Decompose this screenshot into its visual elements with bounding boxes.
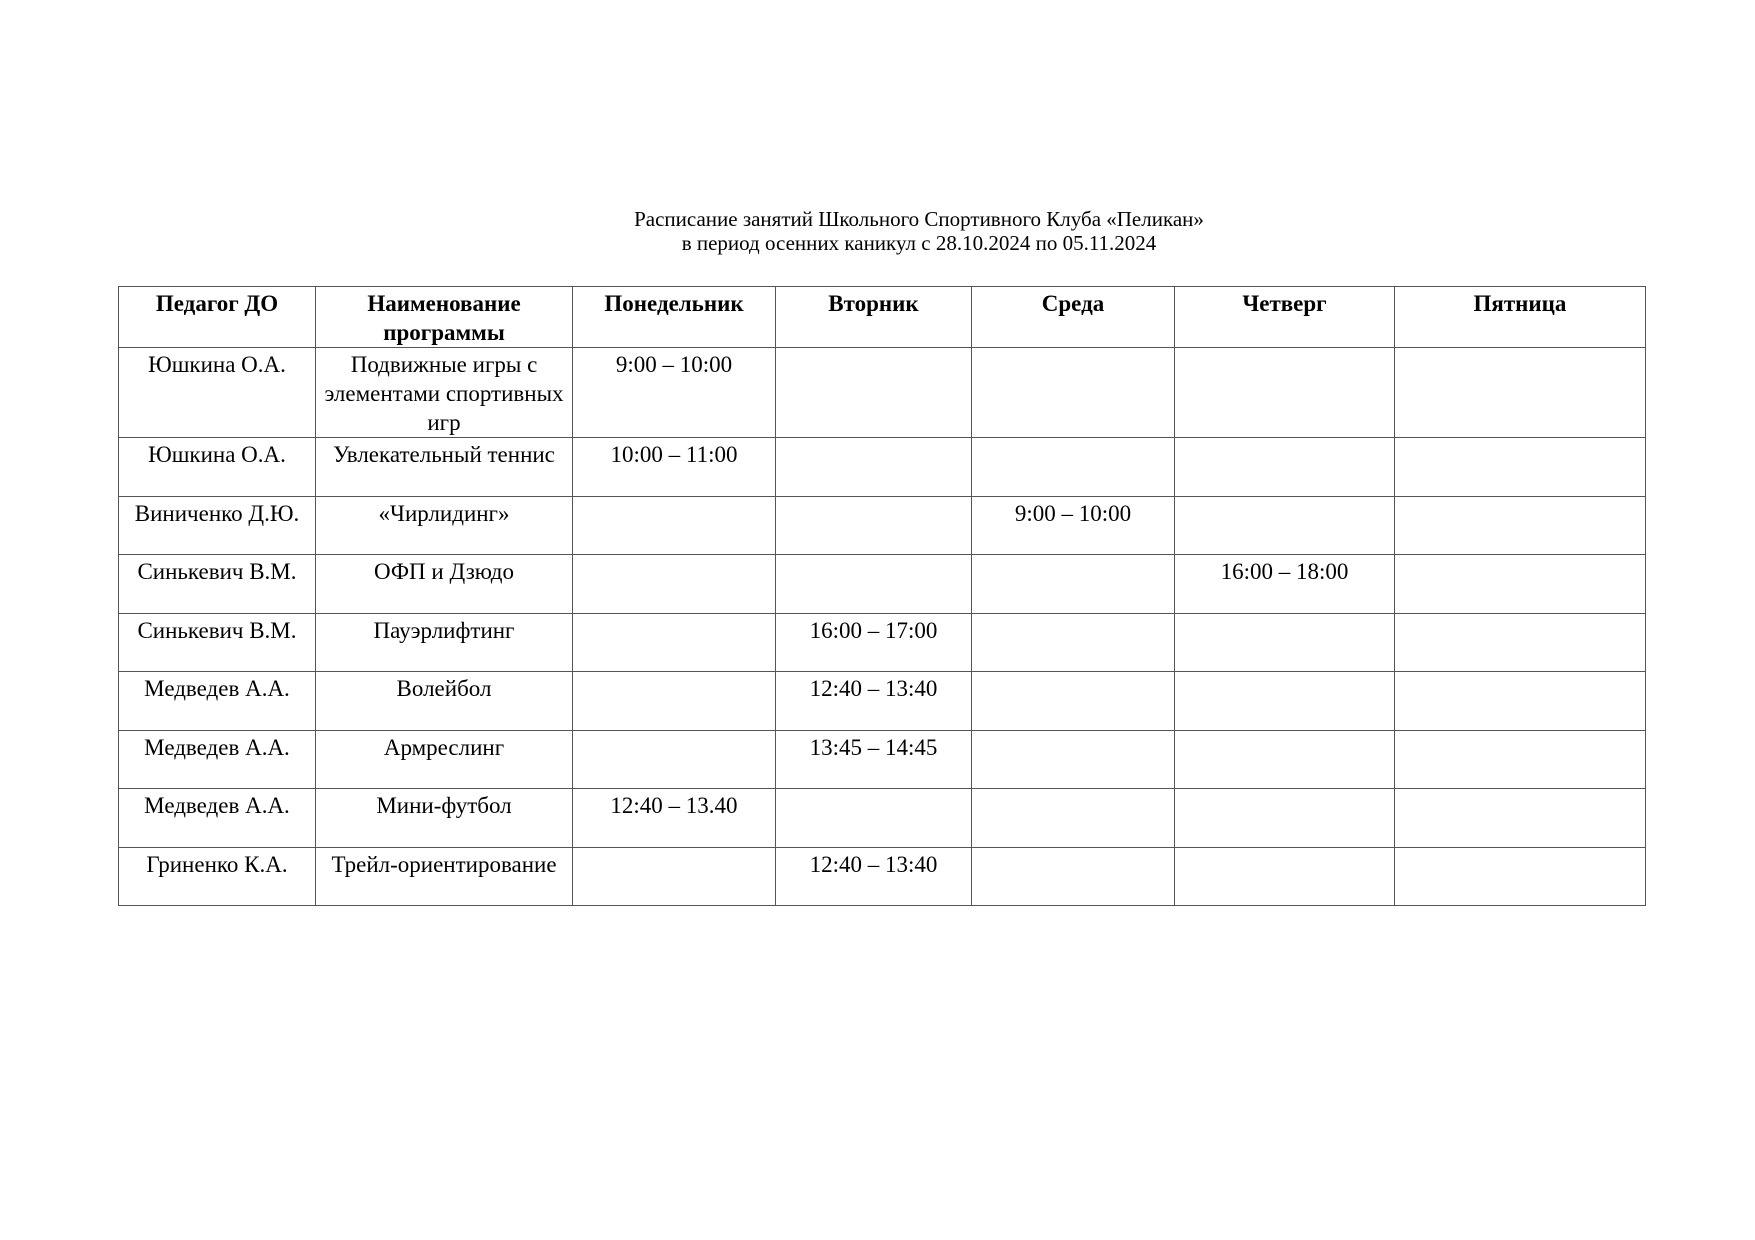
wednesday-cell — [972, 555, 1175, 614]
program-cell: Волейбол — [316, 672, 573, 731]
program-cell: Пауэрлифтинг — [316, 613, 573, 672]
thursday-cell — [1175, 348, 1395, 438]
table-row — [119, 789, 1646, 848]
program-cell: Подвижные игры с элементами спортивных игр — [316, 348, 573, 438]
friday-cell — [1395, 847, 1646, 906]
program-cell: ОФП и Дзюдо — [316, 555, 573, 614]
header-program: Наименование программы — [316, 287, 573, 348]
tuesday-cell — [776, 555, 972, 614]
table-row — [119, 672, 1646, 731]
thursday-cell — [1175, 613, 1395, 672]
friday-cell — [1395, 613, 1646, 672]
monday-cell: 12:40 – 13.40 — [573, 789, 776, 848]
header-wednesday: Среда — [972, 287, 1175, 348]
thursday-cell — [1175, 847, 1395, 906]
document-title — [0, 207, 1755, 255]
monday-cell — [573, 730, 776, 789]
header-row — [119, 287, 1646, 348]
friday-cell — [1395, 789, 1646, 848]
table-row — [119, 438, 1646, 497]
header-monday: Понедельник — [573, 287, 776, 348]
wednesday-cell: 9:00 – 10:00 — [972, 496, 1175, 555]
monday-cell: 10:00 – 11:00 — [573, 438, 776, 497]
teacher-cell: Юшкина О.А. — [119, 348, 316, 438]
wednesday-cell — [972, 730, 1175, 789]
monday-cell — [573, 613, 776, 672]
table-row — [119, 496, 1646, 555]
teacher-cell: Синькевич В.М. — [119, 555, 316, 614]
wednesday-cell — [972, 438, 1175, 497]
monday-cell: 9:00 – 10:00 — [573, 348, 776, 438]
monday-cell — [573, 672, 776, 731]
program-cell: Увлекательный теннис — [316, 438, 573, 497]
friday-cell — [1395, 730, 1646, 789]
tuesday-cell: 16:00 – 17:00 — [776, 613, 972, 672]
program-cell: Трейл-ориентирование — [316, 847, 573, 906]
tuesday-cell — [776, 348, 972, 438]
tuesday-cell — [776, 789, 972, 848]
wednesday-cell — [972, 348, 1175, 438]
thursday-cell — [1175, 438, 1395, 497]
teacher-cell: Медведев А.А. — [119, 672, 316, 731]
table-row — [119, 555, 1646, 614]
header-friday: Пятница — [1395, 287, 1646, 348]
program-cell: Армреслинг — [316, 730, 573, 789]
tuesday-cell: 12:40 – 13:40 — [776, 847, 972, 906]
wednesday-cell — [972, 613, 1175, 672]
teacher-cell: Медведев А.А. — [119, 789, 316, 848]
program-cell: «Чирлидинг» — [316, 496, 573, 555]
monday-cell — [573, 555, 776, 614]
title-line-1: Расписание занятий Школьного Спортивного Клуба «Пеликан» — [634, 207, 1204, 231]
friday-cell — [1395, 348, 1646, 438]
friday-cell — [1395, 555, 1646, 614]
teacher-cell: Виниченко Д.Ю. — [119, 496, 316, 555]
thursday-cell: 16:00 – 18:00 — [1175, 555, 1395, 614]
table-row — [119, 847, 1646, 906]
tuesday-cell — [776, 496, 972, 555]
thursday-cell — [1175, 789, 1395, 848]
friday-cell — [1395, 672, 1646, 731]
header-thursday: Четверг — [1175, 287, 1395, 348]
thursday-cell — [1175, 672, 1395, 731]
tuesday-cell — [776, 438, 972, 497]
schedule-table — [118, 286, 1646, 906]
teacher-cell: Гриненко К.А. — [119, 847, 316, 906]
teacher-cell: Синькевич В.М. — [119, 613, 316, 672]
teacher-cell: Юшкина О.А. — [119, 438, 316, 497]
table-row — [119, 348, 1646, 438]
friday-cell — [1395, 438, 1646, 497]
teacher-cell: Медведев А.А. — [119, 730, 316, 789]
thursday-cell — [1175, 496, 1395, 555]
header-tuesday: Вторник — [776, 287, 972, 348]
thursday-cell — [1175, 730, 1395, 789]
friday-cell — [1395, 496, 1646, 555]
title-line-2: в период осенних каникул с 28.10.2024 по 05.11.2024 — [681, 231, 1157, 255]
wednesday-cell — [972, 672, 1175, 731]
wednesday-cell — [972, 847, 1175, 906]
tuesday-cell: 13:45 – 14:45 — [776, 730, 972, 789]
table-row — [119, 613, 1646, 672]
monday-cell — [573, 847, 776, 906]
program-cell: Мини-футбол — [316, 789, 573, 848]
table-row — [119, 730, 1646, 789]
monday-cell — [573, 496, 776, 555]
header-teacher: Педагог ДО — [119, 287, 316, 348]
tuesday-cell: 12:40 – 13:40 — [776, 672, 972, 731]
wednesday-cell — [972, 789, 1175, 848]
